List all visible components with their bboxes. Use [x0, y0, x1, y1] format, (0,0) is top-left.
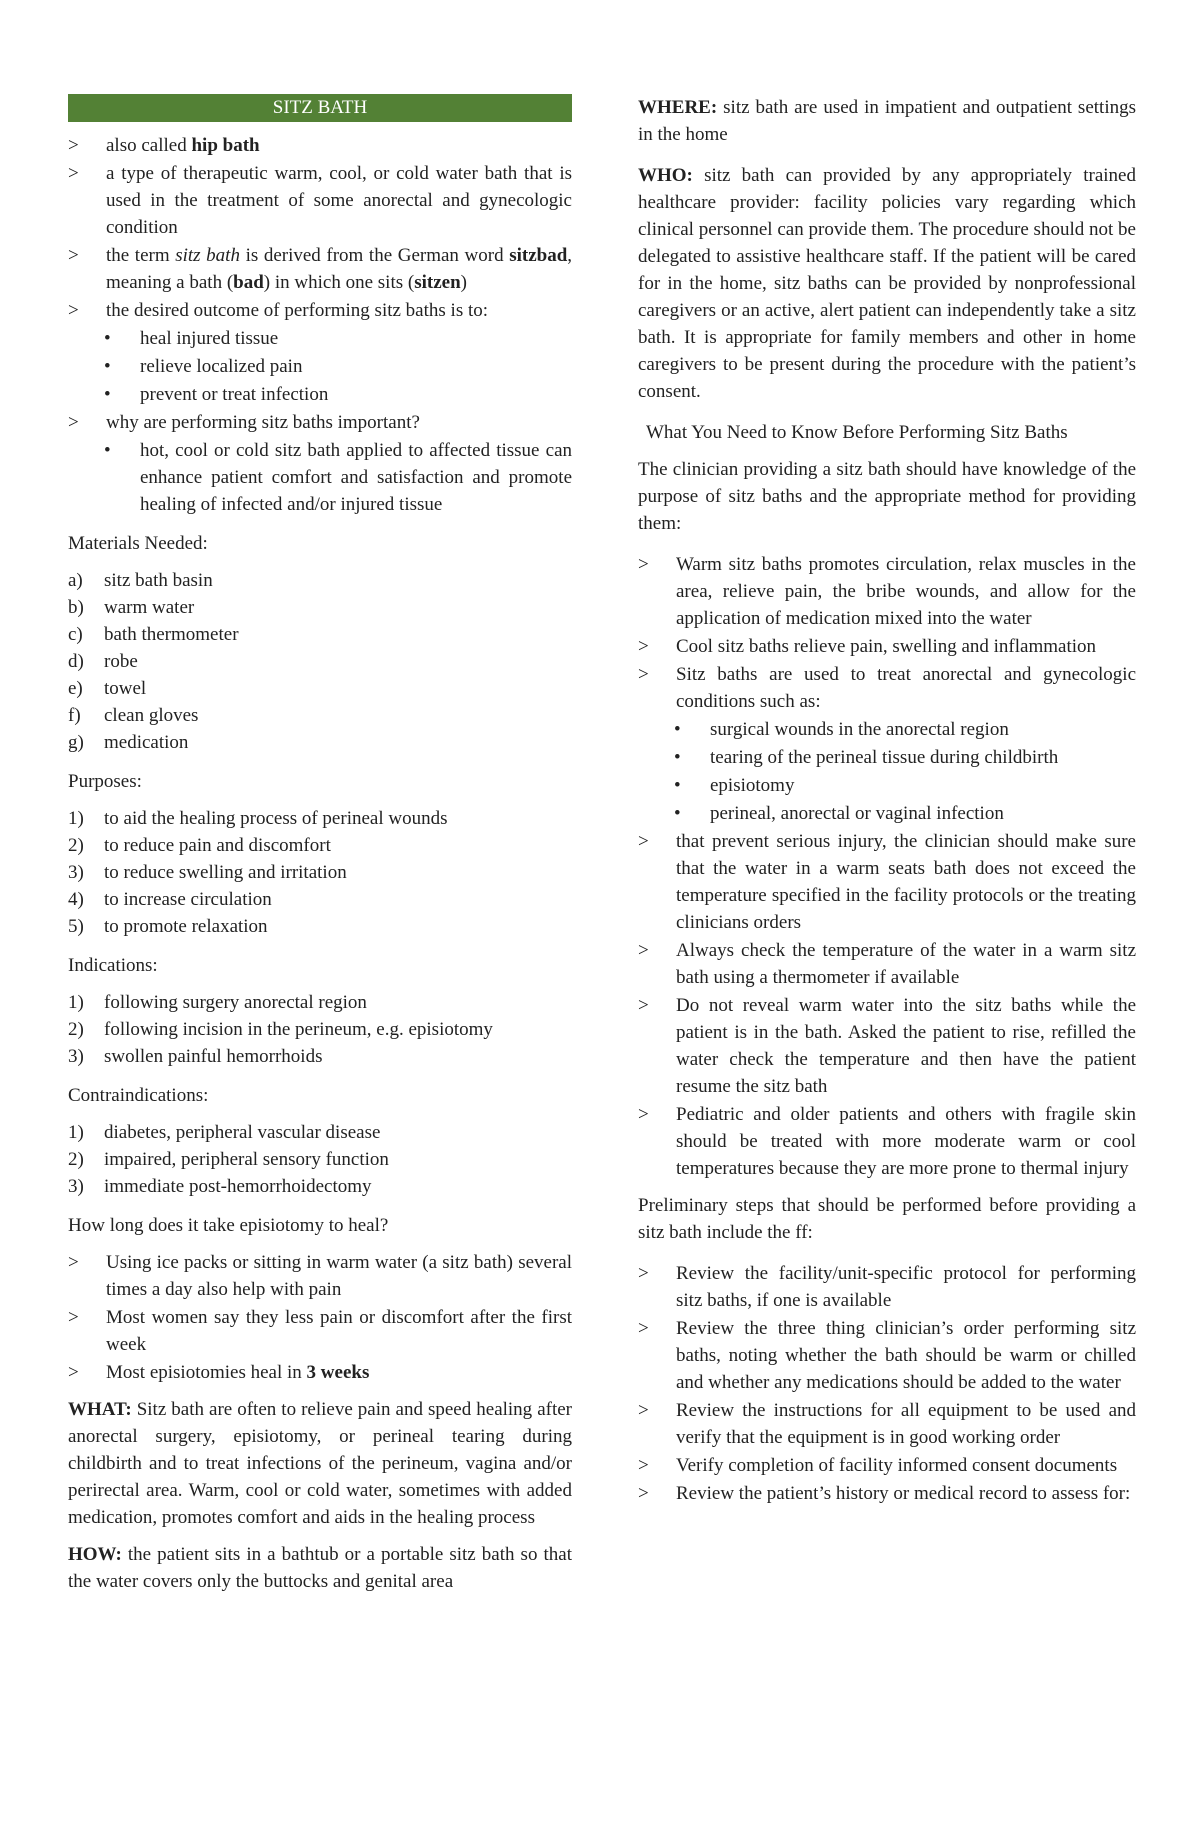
arrow-marker: >: [68, 300, 79, 321]
list-marker: 2): [68, 1019, 84, 1040]
list-marker: 4): [68, 889, 84, 910]
bullet-item: [638, 800, 1136, 827]
bullet-item: [68, 353, 572, 380]
list-item: [68, 567, 572, 594]
list-marker: f): [68, 705, 81, 726]
list-marker: a): [68, 570, 83, 591]
text-run: to reduce swelling and irritation: [104, 862, 347, 883]
text-run: medication: [104, 732, 189, 753]
prelim-list: [638, 1260, 1136, 1507]
what-label: WHAT:: [68, 1399, 132, 1420]
list-item: [638, 661, 1136, 715]
text-run: sitz bath: [175, 245, 240, 266]
text-run: Cool sitz baths relieve pain, swelling and inflammation: [676, 636, 1097, 657]
list-item: [68, 832, 572, 859]
list-marker: >: [638, 1318, 649, 1339]
text-run: perineal, anorectal or vaginal infection: [710, 803, 1004, 824]
text-run: tearing of the perineal tissue during childbirth: [710, 747, 1059, 768]
text-run: is derived from the German word: [239, 245, 510, 266]
list-item: [638, 633, 1136, 660]
arrow-marker: >: [68, 135, 79, 156]
list-marker: >: [638, 664, 649, 685]
list-item: [68, 702, 572, 729]
bullet-item: [638, 772, 1136, 799]
text-run: hip bath: [191, 135, 260, 156]
arrow-marker: >: [68, 245, 79, 266]
text-run: the patient sits in a bathtub or a portable sitz bath so that the water covers only the buttocks and genital area: [68, 1544, 572, 1592]
bullet-marker: •: [104, 356, 111, 377]
list-item: [638, 1260, 1136, 1314]
list-item: [68, 132, 572, 159]
list-marker: 1): [68, 808, 84, 829]
indications-list: [68, 989, 572, 1070]
know-heading: What You Need to Know Before Performing Sitz Baths: [646, 422, 1068, 443]
list-marker: e): [68, 678, 83, 699]
outcome-bullets: [68, 325, 572, 408]
text-run: why are performing sitz baths important?: [106, 412, 420, 433]
bullet-marker: •: [104, 440, 111, 461]
bullet-marker: •: [104, 328, 111, 349]
list-marker: •: [674, 775, 681, 796]
text-run: swollen painful hemorrhoids: [104, 1046, 323, 1067]
text-run: diabetes, peripheral vascular disease: [104, 1122, 381, 1143]
how-paragraph: [68, 1541, 572, 1595]
know-list: [638, 551, 1136, 715]
list-item: [68, 1146, 572, 1173]
list-item: [638, 828, 1136, 936]
text-run: Do not reveal warm water into the sitz baths while the patient is in the bath. Asked the patient to rise, refilled the water check the temperature and then have the patient resume the sitz bath: [676, 995, 1136, 1097]
text-run: following incision in the perineum, e.g. episiotomy: [104, 1019, 493, 1040]
text-run: also called: [106, 135, 192, 156]
text-run: sitz bath are used in impatient and outpatient settings in the home: [638, 97, 1136, 145]
list-item: [68, 1249, 572, 1303]
text-run: the term: [106, 245, 176, 266]
purposes-heading: Purposes:: [68, 771, 142, 792]
list-marker: >: [638, 1104, 649, 1125]
list-item: [68, 913, 572, 940]
list-item: [68, 675, 572, 702]
text-run: prevent or treat infection: [140, 384, 329, 405]
list-item: [68, 989, 572, 1016]
text-run: towel: [104, 678, 147, 699]
text-run: that prevent serious injury, the clinician should make sure that the water in a warm seats bath does not exceed the temperature specified in the facility protocols or the treating clinicians orders: [676, 831, 1136, 933]
list-marker: >: [638, 1455, 649, 1476]
left-column: [68, 94, 572, 1605]
text-run: to promote relaxation: [104, 916, 268, 937]
list-item: [68, 1119, 572, 1146]
list-item: [68, 859, 572, 886]
text-run: to aid the healing process of perineal wounds: [104, 808, 448, 829]
list-marker: >: [638, 1263, 649, 1284]
text-run: to reduce pain and discomfort: [104, 835, 331, 856]
text-run: relieve localized pain: [140, 356, 303, 377]
text-run: robe: [104, 651, 138, 672]
what-paragraph: [68, 1396, 572, 1531]
heal-heading: How long does it take episiotomy to heal?: [68, 1215, 389, 1236]
heal-list: [68, 1249, 572, 1386]
text-run: Verify completion of facility informed consent documents: [676, 1455, 1118, 1476]
list-item: [638, 1452, 1136, 1479]
list-item: [68, 805, 572, 832]
text-run: Warm sitz baths promotes circulation, relax muscles in the area, relieve pain, the bribe wounds, and allow for the application of medication mixed into the water: [676, 554, 1136, 629]
list-item: [638, 1480, 1136, 1507]
list-marker: 2): [68, 835, 84, 856]
list-marker: >: [638, 554, 649, 575]
title-banner: SITZ BATH: [68, 94, 572, 122]
arrow-marker: >: [68, 412, 79, 433]
text-run: impaired, peripheral sensory function: [104, 1149, 389, 1170]
right-column: [638, 94, 1136, 1508]
bullet-item: [638, 716, 1136, 743]
list-marker: >: [638, 831, 649, 852]
text-run: Sitz baths are used to treat anorectal and gynecologic conditions such as:: [676, 664, 1136, 712]
where-paragraph: [638, 94, 1136, 148]
list-marker: >: [638, 1483, 649, 1504]
text-run: episiotomy: [710, 775, 795, 796]
list-marker: •: [674, 719, 681, 740]
text-run: bath thermometer: [104, 624, 239, 645]
text-run: clean gloves: [104, 705, 199, 726]
list-item: [68, 648, 572, 675]
why-list: [68, 409, 572, 436]
list-item: [68, 1359, 572, 1386]
text-run: Review the three thing clinician’s order performing sitz baths, noting whether the bath should be warm or chilled and whether any medications should be added to the water: [676, 1318, 1136, 1393]
contraindications-list: [68, 1119, 572, 1200]
list-marker: 1): [68, 992, 84, 1013]
list-item: [68, 409, 572, 436]
know-list-continued: [638, 828, 1136, 1182]
text-run: sitz bath can provided by any appropriately trained healthcare provider: facility policies vary regarding which clinical personnel can provide them. The procedure should not be delegated to assistive healthcare staff. If the patient will be cared for in the home, sitz baths can be provided by nonprofessional caregivers or an active, alert patient can independently take a sitz bath. It is appropriate for family members and other in home caregivers to be present during the procedure with the patient’s consent.: [638, 165, 1136, 402]
list-item: [68, 1016, 572, 1043]
list-item: [638, 937, 1136, 991]
arrow-marker: >: [68, 163, 79, 184]
list-item: [638, 551, 1136, 632]
list-item: [68, 729, 572, 756]
list-marker: >: [68, 1252, 79, 1273]
intro-list: [68, 132, 572, 324]
list-item: [638, 1397, 1136, 1451]
text-run: Sitz bath are often to relieve pain and speed healing after anorectal surgery, episiotomy, or perineal tearing during childbirth and to treat infections of the perineum, vagina and/or perirectal area. Warm, cool or cold water, sometimes with added medication, promotes comfort and aids in the healing process: [68, 1399, 572, 1528]
bullet-item: [68, 325, 572, 352]
list-marker: 3): [68, 862, 84, 883]
list-item: [68, 886, 572, 913]
list-marker: >: [638, 940, 649, 961]
list-marker: •: [674, 803, 681, 824]
list-item: [68, 297, 572, 324]
bullet-item: [638, 744, 1136, 771]
bullet-item: [68, 437, 572, 518]
text-run: immediate post-hemorrhoidectomy: [104, 1176, 372, 1197]
list-marker: 5): [68, 916, 84, 937]
list-marker: >: [638, 636, 649, 657]
list-item: [68, 594, 572, 621]
list-marker: >: [68, 1362, 79, 1383]
list-item: [68, 621, 572, 648]
text-run: surgical wounds in the anorectal region: [710, 719, 1009, 740]
text-run: hot, cool or cold sitz bath applied to affected tissue can enhance patient comfort and satisfaction and promote healing of infected and/or injured tissue: [140, 440, 572, 515]
list-marker: •: [674, 747, 681, 768]
text-run: a type of therapeutic warm, cool, or cold water bath that is used in the treatment of some anorectal and gynecologic condition: [106, 163, 572, 238]
list-item: [68, 1304, 572, 1358]
list-item: [68, 1043, 572, 1070]
text-run: ): [460, 272, 467, 293]
text-run: heal injured tissue: [140, 328, 279, 349]
list-marker: c): [68, 624, 83, 645]
conditions-bullets: [638, 716, 1136, 827]
contraindications-heading: Contraindications:: [68, 1085, 209, 1106]
text-run: ) in which one sits (: [263, 272, 415, 293]
text-run: Using ice packs or sitting in warm water (a sitz bath) several times a day also help with pain: [106, 1252, 572, 1300]
where-label: WHERE:: [638, 97, 718, 118]
list-item: [638, 1101, 1136, 1182]
text-run: Pediatric and older patients and others with fragile skin should be treated with more moderate warm or cool temperatures because they are more prone to thermal injury: [676, 1104, 1136, 1179]
how-label: HOW:: [68, 1544, 122, 1565]
text-run: following surgery anorectal region: [104, 992, 367, 1013]
list-marker: >: [68, 1307, 79, 1328]
bullet-item: [68, 381, 572, 408]
text-run: , meaning a bath (: [106, 245, 573, 293]
text-run: Review the patient’s history or medical record to assess for:: [676, 1483, 1131, 1504]
text-run: sitzbad: [509, 245, 568, 266]
text-run: Most episiotomies heal in: [106, 1362, 307, 1383]
list-item: [68, 1173, 572, 1200]
text-run: sitzen: [414, 272, 461, 293]
text-run: Review the instructions for all equipment to be used and verify that the equipment is in good working order: [676, 1400, 1136, 1448]
text-run: the desired outcome of performing sitz baths is to:: [106, 300, 489, 321]
know-paragraph: The clinician providing a sitz bath should have knowledge of the purpose of sitz baths and the appropriate method for providing them:: [638, 459, 1136, 534]
list-item: [68, 242, 572, 296]
indications-heading: Indications:: [68, 955, 158, 976]
text-run: Always check the temperature of the water in a warm sitz bath using a thermometer if available: [676, 940, 1136, 988]
bullet-marker: •: [104, 384, 111, 405]
materials-heading: Materials Needed:: [68, 533, 208, 554]
list-item: [638, 1315, 1136, 1396]
list-marker: 1): [68, 1122, 84, 1143]
list-marker: 2): [68, 1149, 84, 1170]
list-item: [638, 992, 1136, 1100]
list-marker: >: [638, 995, 649, 1016]
materials-list: [68, 567, 572, 756]
purposes-list: [68, 805, 572, 940]
text-run: Most women say they less pain or discomfort after the first week: [106, 1307, 572, 1355]
list-marker: 3): [68, 1046, 84, 1067]
list-marker: 3): [68, 1176, 84, 1197]
who-label: WHO:: [638, 165, 693, 186]
text-run: sitz bath basin: [104, 570, 213, 591]
prelim-paragraph: Preliminary steps that should be performed before providing a sitz bath include the ff:: [638, 1195, 1136, 1243]
why-bullets: [68, 437, 572, 518]
list-marker: b): [68, 597, 84, 618]
list-item: [68, 160, 572, 241]
text-run: Review the facility/unit-specific protocol for performing sitz baths, if one is available: [676, 1263, 1136, 1311]
text-run: 3 weeks: [306, 1362, 370, 1383]
who-paragraph: [638, 162, 1136, 405]
text-run: to increase circulation: [104, 889, 272, 910]
text-run: warm water: [104, 597, 195, 618]
list-marker: g): [68, 732, 84, 753]
list-marker: >: [638, 1400, 649, 1421]
list-marker: d): [68, 651, 84, 672]
text-run: bad: [233, 272, 264, 293]
